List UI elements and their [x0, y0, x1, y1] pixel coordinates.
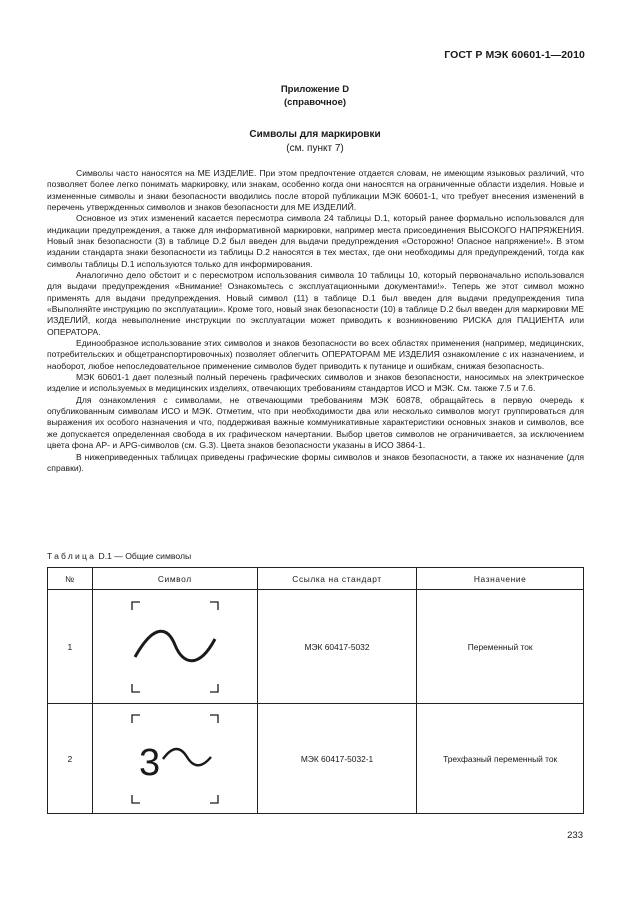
row-number: 1: [48, 590, 93, 704]
sine-wave: [163, 749, 211, 765]
purpose-cell: Трехфазный переменный ток: [417, 704, 584, 814]
table-header-row: [48, 568, 584, 590]
table-caption-rest: D.1 — Общие символы: [96, 551, 192, 561]
appendix-subtitle: (справочное): [283, 97, 347, 108]
paragraph: Основное из этих изменений касается пересмотра символа 24 таблицы D.1, который ранее формально использовался для индикации предупреждения, а также для информативной маркировки, например места присоединения ВЫСОКОГО НАПРЯЖЕНИЯ. Новый знак безопасности (3) в таблице D.2 был введен для выдачи предупреждения «Осторожно! Опасное напряжение!». В этом издании стандарта знаки безопасности из таблицы D.2 наносятся в тех местах, где они необходимы для предупреждений, тогда как символы таблицы D.1 используются только для информирования.: [47, 213, 584, 269]
standard-header: ГОСТ Р МЭК 60601-1—2010: [444, 49, 585, 61]
paragraph: Для ознакомления с символами, не отвечающими требованиям МЭК 60878, обращайтесь в первую очередь к опубликованным символам ИСО и МЭК. Отметим, что при необходимости два или несколько символов могут группироваться для выражения их особого назначения и что, поддерживая важные коммуникативные характеристики основных знаков и символов, все же допускается определенная свобода в их графическом начертании. Выбор цветов символов не ограничивается, за исключением цвета фона АР- и APG-символов (см. G.3). Цвета знаков безопасности указаны в ИСО 3864-1.: [47, 394, 584, 451]
purpose-cell: Переменный ток: [417, 590, 584, 704]
page-number: 233: [567, 830, 583, 841]
header-number: №: [48, 568, 93, 590]
appendix-heading: [0, 83, 630, 109]
paragraph: Символы часто наносятся на МЕ ИЗДЕЛИЕ. При этом предпочтение отдается словам, не имеющим языковых различий, что позволяет более легко понимать маркировку, или знакам, особенно когда они наносятся на ограниченные области изделия. Новые и измененные символы и знаки безопасности вводились после второй публикации МЭК 60601-1, что требует внесения изменений в перечень утвержденных символов и знаков безопасности для МЕ ИЗДЕЛИЙ.: [47, 168, 584, 212]
table-caption: [47, 551, 191, 561]
appendix-title: Приложение D: [280, 84, 350, 95]
header-purpose: Назначение: [417, 568, 584, 590]
paragraph: В нижеприведенных таблицах приведены графические формы символов и знаков безопасности, а также их назначение (для справки).: [47, 451, 584, 473]
symbol-cell: [92, 704, 257, 814]
sine-wave: [135, 631, 215, 661]
body-text: [47, 168, 584, 474]
reference-cell: МЭК 60417-5032: [257, 590, 417, 704]
reference-cell: МЭК 60417-5032-1: [257, 704, 417, 814]
three-phase-digit: 3: [138, 741, 160, 784]
paragraph: МЭК 60601-1 дает полезный полный перечень графических символов и знаков безопасности, наносимых на электрическое изделие и используемых в медицинских изделиях, отвечающих требованиям стандартов ИСО и МЭК. См. также 7.5 и 7.6.: [47, 372, 584, 394]
header-reference: Ссылка на стандарт: [257, 568, 417, 590]
three-phase-ac-icon: [115, 709, 235, 809]
paragraph: Аналогично дело обстоит и с пересмотром использования символа 10 таблицы 10, который первоначально использовался для выдачи предупреждения «Внимание! Ознакомьтесь с эксплуатационными документами!». Теперь же этот символ можно применять для выдачи предупреждения. Новый символ (11) в таблице D.1 был введен для выдачи предупреждения типа «Выполняйте инструкцию по эксплуатации». Кроме того, новый знак безопасности (10) в таблице D.2 был введен для маркировки МЕ ИЗДЕЛИЙ, когда невыполнение инструкции по эксплуатации может приводить к возникновению РИСКА для ПАЦИЕНТА или ОПЕРАТОРА.: [47, 270, 584, 337]
section-heading: [0, 128, 630, 156]
symbols-table: [47, 567, 584, 814]
row-number: 2: [48, 704, 93, 814]
table-row: [48, 704, 584, 814]
header-symbol: Символ: [92, 568, 257, 590]
section-subtitle: (см. пункт 7): [286, 143, 344, 154]
section-title: Символы для маркировки: [249, 129, 381, 140]
symbol-cell: [92, 590, 257, 704]
table-row: [48, 590, 584, 704]
alternating-current-icon: [115, 595, 235, 699]
paragraph: Единообразное использование этих символов и знаков безопасности во всех областях применения (например, медицинских, потребительских и общетранспортировочных) позволяет облегчить ОПЕРАТОРАМ МЕ ИЗДЕЛИЯ ознакомление с их назначением, и наоборот, любое непоследовательное применение символов будет приводить к путанице и ошибкам, снижая безопасность.: [47, 338, 584, 371]
table-caption-prefix: Таблица: [47, 551, 97, 561]
